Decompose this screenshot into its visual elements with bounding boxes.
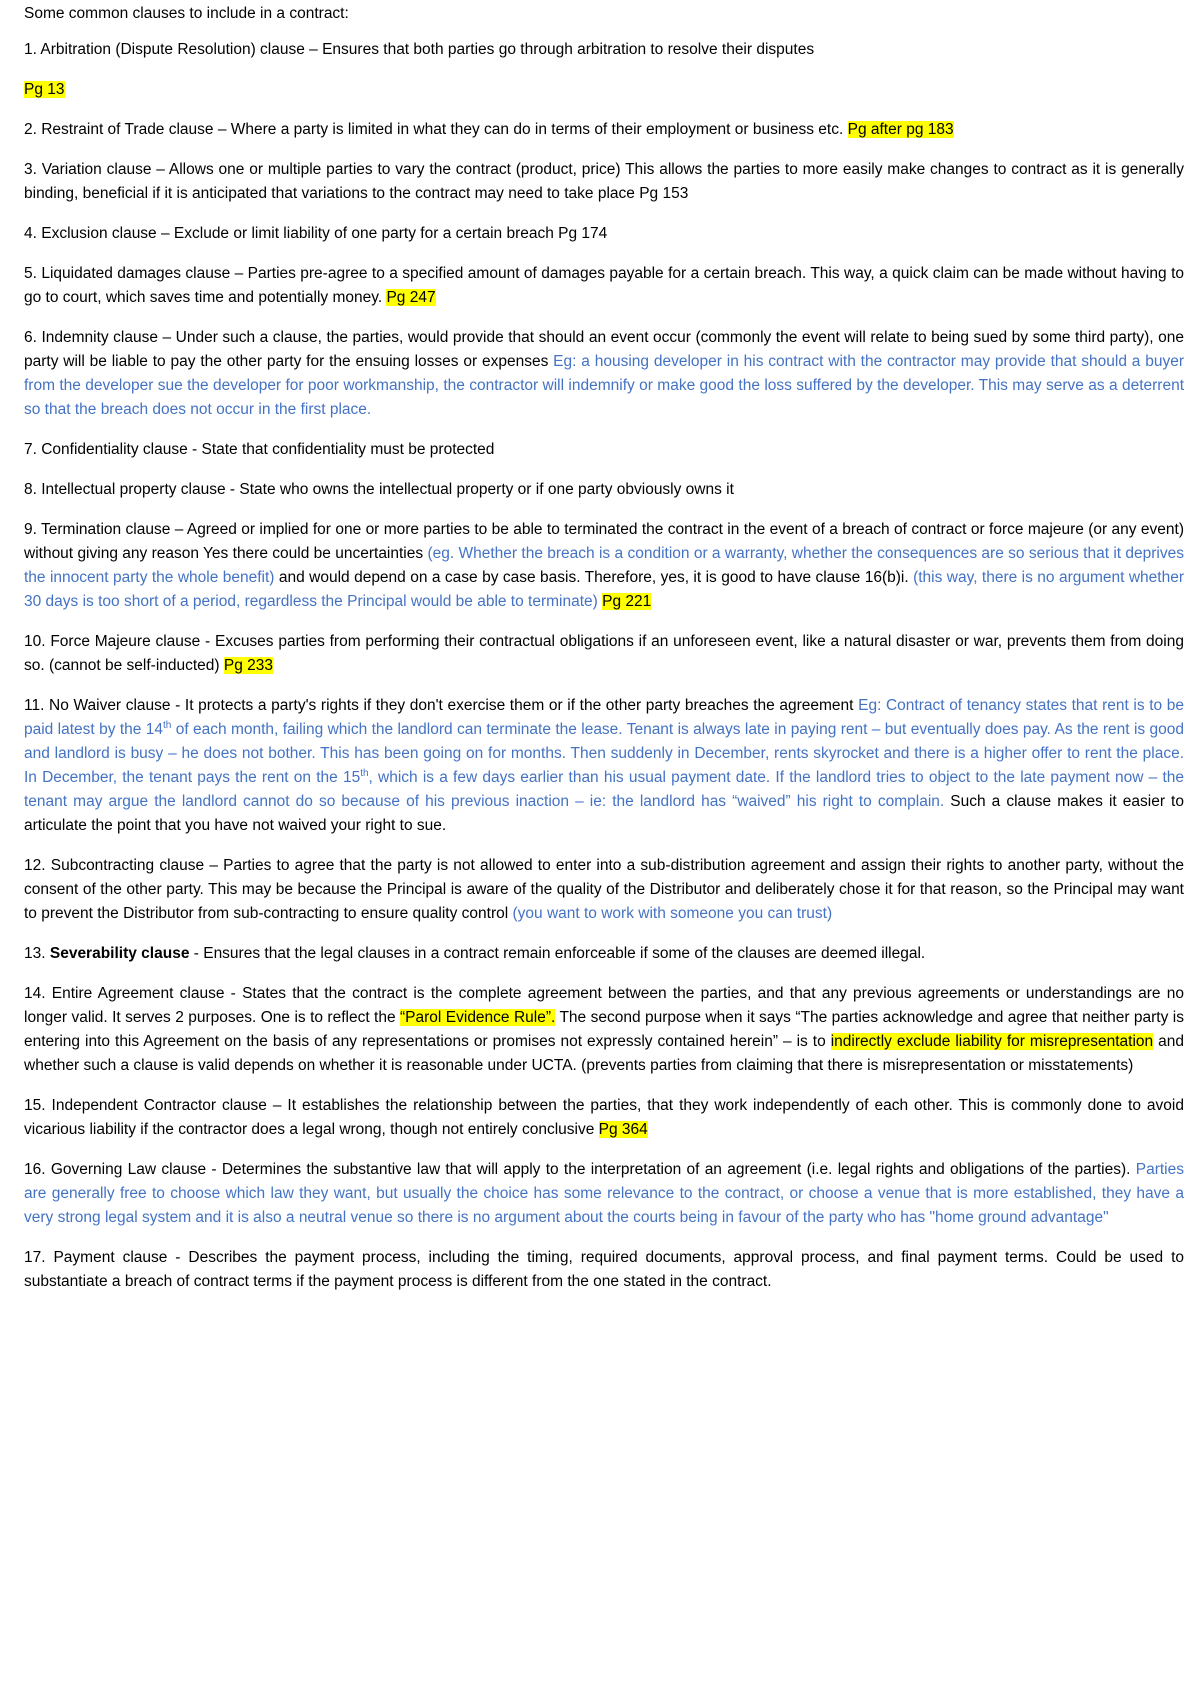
highlight-text: indirectly exclude liability for misrepresentation bbox=[830, 1033, 1154, 1050]
clause-10-text: 10. Force Majeure clause - Excuses parties from performing their contractual obligations if an unforeseen event, like a natural disaster or war, prevents them from doing so. (cannot be self-inducted) bbox=[24, 633, 1184, 674]
clause-4 bbox=[24, 222, 1184, 246]
clause-9-text: 9. Termination clause – Agreed or implied for one or more parties to be able to terminated the contract in the event of a breach of contract or force majeure (or any event) without giving any reason Yes there could be uncertainties bbox=[24, 521, 1184, 562]
clause-14-text: 14. Entire Agreement clause - States that the contract is the complete agreement between the parties, and that any previous agreements or understandings are no longer valid. It serves 2 purposes. One is to reflect the bbox=[24, 985, 1184, 1026]
clause-14-text: The second purpose when it says “The parties acknowledge and agree that neither party is entering into this Agreement on the basis of any representations or promises not expressly contained herein” – is to bbox=[24, 1009, 1184, 1050]
clause-13-number: 13. bbox=[24, 945, 50, 962]
page-ref-highlight: Pg 13 bbox=[24, 81, 65, 98]
clause-1-page-ref bbox=[24, 78, 1184, 102]
page-ref-highlight: Pg after pg 183 bbox=[847, 121, 954, 138]
clause-5-text: 5. Liquidated damages clause – Parties pre-agree to a specified amount of damages payable for a certain breach. This way, a quick claim can be made without having to go to court, which saves time and potentially money. bbox=[24, 265, 1184, 306]
clause-3-text: 3. Variation clause – Allows one or multiple parties to vary the contract (product, price) This allows the parties to more easily make changes to contract as it is generally binding, beneficial if it is anticipated that variations to the contract may need to take place Pg 153 bbox=[24, 161, 1184, 202]
clause-12-note: (you want to work with someone you can trust) bbox=[512, 905, 833, 922]
intro-label: Some common clauses to include in a contract: bbox=[24, 5, 349, 22]
clause-12 bbox=[24, 854, 1184, 926]
page-ref-highlight: Pg 247 bbox=[386, 289, 436, 306]
page-ref-highlight: Pg 364 bbox=[598, 1121, 648, 1138]
clause-9 bbox=[24, 518, 1184, 614]
clause-17-text: 17. Payment clause - Describes the payment process, including the timing, required documents, approval process, and final payment terms. Could be used to substantiate a breach of contract terms if the payment process is different from the one stated in the contract. bbox=[24, 1249, 1184, 1290]
clause-7-text: 7. Confidentiality clause - State that confidentiality must be protected bbox=[24, 441, 495, 458]
clause-6-example: Eg: a housing developer in his contract with the contractor may provide that should a buyer from the developer sue the developer for poor workmanship, the contractor will indemnify or make good the loss suffered by the developer. This may serve as a deterrent so that the breach does not occur in the first place. bbox=[24, 353, 1185, 418]
page-ref-highlight: Pg 233 bbox=[223, 657, 274, 674]
clause-8 bbox=[24, 478, 1184, 502]
clause-8-text: 8. Intellectual property clause - State who owns the intellectual property or if one party obviously owns it bbox=[24, 481, 734, 498]
clause-10 bbox=[24, 630, 1184, 678]
document-page bbox=[24, 0, 1184, 1310]
clause-7 bbox=[24, 438, 1184, 462]
clause-13-title: Severability clause bbox=[49, 945, 190, 962]
clause-14 bbox=[24, 982, 1184, 1078]
clause-3 bbox=[24, 158, 1184, 206]
highlight-text: “Parol Evidence Rule”. bbox=[400, 1009, 556, 1026]
clause-16-text: 16. Governing Law clause - Determines the substantive law that will apply to the interpretation of an agreement (i.e. legal rights and obligations of the parties). bbox=[24, 1161, 1136, 1178]
clause-9-text: and would depend on a case by case basis. Therefore, yes, it is good to have clause 16(b)i. bbox=[274, 569, 914, 586]
clause-9-note: (eg. Whether the breach is a condition or a warranty, whether the consequences are so serious that it deprives the innocent party the whole benefit) bbox=[24, 545, 1184, 586]
clause-6-text: 6. Indemnity clause – Under such a clause, the parties, would provide that should an event occur (commonly the event will relate to being sued by some third party), one party will be liable to pay the other party for the ensuing losses or expenses bbox=[24, 329, 1184, 370]
clause-16-note: Parties are generally free to choose which law they want, but usually the choice has some relevance to the contract, or choose a venue that is more established, they have a very strong legal system and it is also a neutral venue so there is no argument about the courts being in favour of the party who has "home ground advantage" bbox=[24, 1161, 1184, 1226]
clause-1 bbox=[24, 38, 1184, 62]
clause-17 bbox=[24, 1246, 1184, 1294]
clause-16 bbox=[24, 1158, 1184, 1230]
clause-5 bbox=[24, 262, 1184, 310]
page-ref-highlight: Pg 221 bbox=[602, 593, 652, 610]
clause-15 bbox=[24, 1094, 1184, 1142]
clause-11-example-part: Eg: Contract of tenancy states that rent is to be paid latest by the 14 bbox=[24, 697, 1185, 738]
clause-13-text: - Ensures that the legal clauses in a contract remain enforceable if some of the clauses are deemed illegal. bbox=[189, 945, 926, 962]
ordinal-suffix: th bbox=[360, 767, 369, 779]
clause-11-example-part: , which is a few days earlier than his usual payment date. If the landlord tries to object to the late payment now – the tenant may argue the landlord cannot do so because of his previous inaction – ie: the landlord has “waived” his right to complain. bbox=[24, 769, 1184, 810]
clause-11-text: 11. No Waiver clause - It protects a party's rights if they don't exercise them or if the other party breaches the agreement bbox=[24, 697, 859, 714]
clause-13 bbox=[24, 942, 1184, 966]
clause-2-text: 2. Restraint of Trade clause – Where a party is limited in what they can do in terms of their employment or business etc. bbox=[24, 121, 848, 138]
clause-14-text: and whether such a clause is valid depends on whether it is reasonable under UCTA. (prevents parties from claiming that there is misrepresentation or misstatements) bbox=[24, 1033, 1184, 1074]
ordinal-suffix: th bbox=[162, 719, 172, 731]
clause-11-example-part: of each month, failing which the landlord can terminate the lease. Tenant is always late in paying rent – but eventually does pay. As the rent is good and landlord is busy – he does not bother. This has been going on for months. Then suddenly in December, rents skyrocket and there is a higher offer to rent the place. In December, the tenant pays the rent on the 15 bbox=[24, 721, 1184, 786]
clause-11-text: Such a clause makes it easier to articulate the point that you have not waived your right to sue. bbox=[24, 793, 1184, 834]
clause-2 bbox=[24, 118, 1184, 142]
clause-6 bbox=[24, 326, 1184, 422]
clause-9-note: (this way, there is no argument whether 30 days is too short of a period, regardless the Principal would be able to terminate) bbox=[24, 569, 1184, 610]
clause-15-text: 15. Independent Contractor clause – It establishes the relationship between the parties, that they work independently of each other. This is commonly done to avoid vicarious liability if the contractor does a legal wrong, though not entirely conclusive bbox=[24, 1097, 1184, 1138]
intro-text bbox=[24, 2, 1184, 26]
clause-11 bbox=[24, 694, 1184, 838]
clause-4-text: 4. Exclusion clause – Exclude or limit liability of one party for a certain breach Pg 174 bbox=[24, 225, 608, 242]
clause-12-text: 12. Subcontracting clause – Parties to agree that the party is not allowed to enter into a sub-distribution agreement and assign their rights to another party, without the consent of the other party. This may be because the Principal is aware of the quality of the Distributor and deliberately chose it for that reason, so the Principal may want to prevent the Distributor from sub-contracting to ensure quality control bbox=[24, 857, 1184, 922]
clause-1-text: 1. Arbitration (Dispute Resolution) clause – Ensures that both parties go through arbitration to resolve their disputes bbox=[24, 41, 815, 58]
